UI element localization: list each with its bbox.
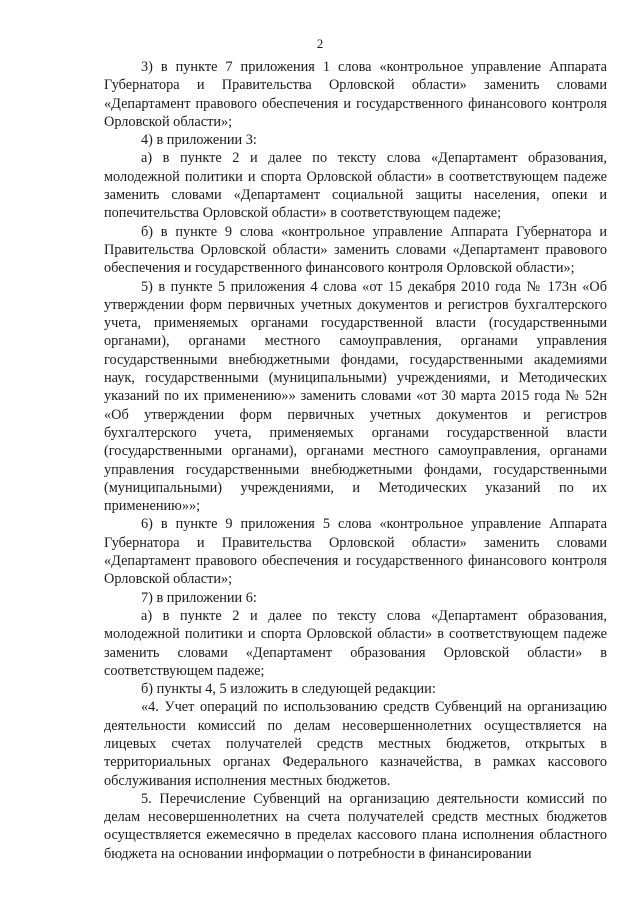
paragraph-5: 5) в пункте 5 приложения 4 слова «от 15 декабря 2010 года № 173н «Об утверждении форм первичных учетных документов и регистров бухгалтерского учета, применяемых органами государственной власти (государственными органами), органами местного самоуправления, органами управления государственными внебюджетными фондами, государственными академиями наук, государственными (муниципальными) учреждениями, и Методических указаний по их применению»» заменить словами «от 30 марта 2015 года № 52н «Об утверждении форм первичных учетных документов и регистров бухгалтерского учета, применяемых органами государственной власти (государственными органами), органами местного самоуправления, органами управления государственными внебюджетными фондами, государственными (муниципальными) учреждениями, и Методических указаний по их применению»»; — [104, 278, 607, 515]
paragraph-4b: б) в пункте 9 слова «контрольное управление Аппарата Губернатора и Правительства Орловской области» заменить словами «Департамент правового обеспечения и государственного финансового контроля Орловской области»; — [104, 223, 607, 277]
paragraph-7: 7) в приложении 6: — [141, 589, 257, 606]
page-number: 2 — [316, 36, 324, 51]
document-body — [104, 58, 607, 863]
paragraph-item-5: 5. Перечисление Субвенций на организацию деятельности комиссий по делам несовершеннолетних на счета получателей средств местных бюджетов осуществляется ежемесячно в пределах кассового плана исполнения областного бюджета на основании информации о потребности в финансировании — [104, 790, 607, 862]
paragraph-4: 4) в приложении 3: — [141, 132, 257, 149]
paragraph-item-4: «4. Учет операций по использованию средств Субвенций на организацию деятельности комиссий по делам несовершеннолетних осуществляется на лицевых счетах получателей средств местных бюджетов, открытых в территориальных органах Федерального казначейства, в рамках кассового обслуживания исполнения местных бюджетов. — [104, 699, 607, 789]
paragraph-7b: б) пункты 4, 5 изложить в следующей редакции: — [141, 681, 436, 698]
paragraph-6: 6) в пункте 9 приложения 5 слова «контрольное управление Аппарата Губернатора и Правительства Орловской области» заменить словами «Департамент правового обеспечения и государственного финансового контроля Орловской области»; — [104, 516, 607, 588]
paragraph-7a: а) в пункте 2 и далее по тексту слова «Департамент образования, молодежной политики и спорта Орловской области» в соответствующем падеже заменить словами «Департамент образования Орловской области» в соответствующем падеже; — [104, 607, 607, 679]
paragraph-3: 3) в пункте 7 приложения 1 слова «контрольное управление Аппарата Губернатора и Правительства Орловской области» заменить словами «Департамент правового обеспечения и государственного финансового контроля Орловской области»; — [104, 59, 607, 130]
paragraph-4a: а) в пункте 2 и далее по тексту слова «Департамент образования, молодежной политики и спорта Орловской области» в соответствующем падеже заменить словами «Департамент социальной защиты населения, опеки и попечительства Орловской области» в соответствующем падеже; — [104, 150, 607, 222]
